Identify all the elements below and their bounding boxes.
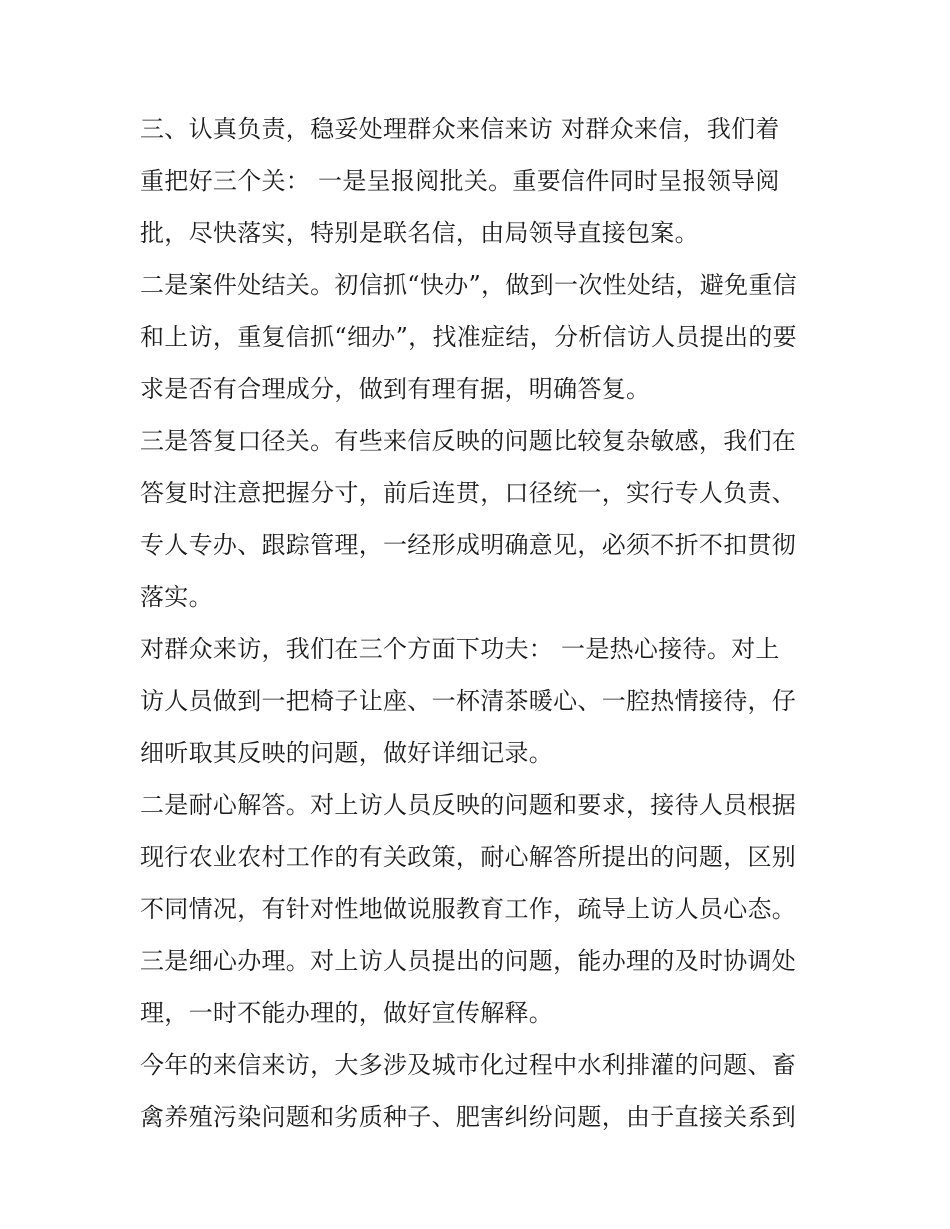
text-line: 不同情况，有针对性地做说服教育工作，疏导上访人员心态。 [140,895,797,923]
text-line: 专人专办、跟踪管理，一经形成明确意见，必须不折不扣贯彻 [140,531,797,559]
text-line: 今年的来信来访，大多涉及城市化过程中水利排灌的问题、畜 [140,1051,797,1079]
text-line: 二是案件处结关。初信抓“快办”，做到一次性处结，避免重信 [140,271,797,299]
text-line: 和上访，重复信抓“细办”，找准症结，分析信访人员提出的要 [140,323,797,351]
text-line: 访人员做到一把椅子让座、一杯清茶暖心、一腔热情接待，仔 [140,687,797,715]
text-line: 现行农业农村工作的有关政策，耐心解答所提出的问题，区别 [140,843,797,871]
text-line: 三是答复口径关。有些来信反映的问题比较复杂敏感，我们在 [140,427,797,455]
document-body [140,103,820,1143]
text-line: 三、认真负责，稳妥处理群众来信来访 对群众来信，我们着 [140,115,780,143]
text-line: 落实。 [140,583,213,611]
text-line: 答复时注意把握分寸，前后连贯，口径统一，实行专人负责、 [140,479,797,507]
text-line: 重把好三个关： 一是呈报阅批关。重要信件同时呈报领导阅 [140,167,780,195]
text-line: 三是细心办理。对上访人员提出的问题，能办理的及时协调处 [140,947,797,975]
text-line: 细听取其反映的问题，做好详细记录。 [140,739,554,767]
text-line: 禽养殖污染问题和劣质种子、肥害纠纷问题，由于直接关系到 [140,1103,797,1131]
text-line: 理，一时不能办理的，做好宣传解释。 [140,999,554,1027]
text-line: 求是否有合理成分，做到有理有据，明确答复。 [140,375,651,403]
text-line: 对群众来访，我们在三个方面下功夫： 一是热心接待。对上 [140,635,780,663]
text-line: 批，尽快落实，特别是联名信，由局领导直接包案。 [140,219,699,247]
text-line: 二是耐心解答。对上访人员反映的问题和要求，接待人员根据 [140,791,797,819]
